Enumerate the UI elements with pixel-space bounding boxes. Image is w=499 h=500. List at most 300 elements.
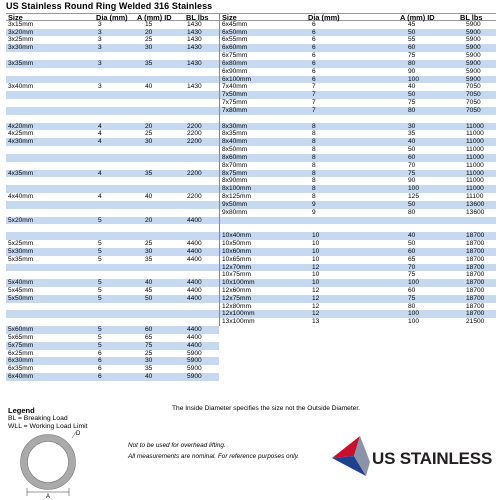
table-row bbox=[6, 271, 219, 279]
table-row bbox=[220, 295, 496, 303]
cell-id: 15 bbox=[145, 20, 153, 28]
cell-id: 65 bbox=[408, 255, 416, 263]
table-row bbox=[220, 209, 496, 217]
cell-dia: 10 bbox=[312, 255, 320, 263]
cell-size: 13x100mm bbox=[222, 318, 255, 326]
cell-bl: 18700 bbox=[466, 279, 485, 287]
cell-size: 3x40mm bbox=[8, 83, 34, 91]
cell-dia: 8 bbox=[312, 177, 316, 185]
cell-id: 90 bbox=[408, 67, 416, 75]
header-dia: Dia (mm) bbox=[308, 13, 340, 22]
cell-dia: 12 bbox=[312, 286, 320, 294]
cell-size: 12x60mm bbox=[222, 286, 251, 294]
table-row bbox=[6, 248, 219, 256]
cell-size: 4x20mm bbox=[8, 122, 34, 130]
cell-id: 100 bbox=[408, 310, 420, 318]
table-row bbox=[6, 342, 219, 350]
table-row bbox=[220, 162, 496, 170]
cell-id: 20 bbox=[145, 28, 153, 36]
table-row bbox=[6, 279, 219, 287]
cell-size: 6x55mm bbox=[222, 36, 248, 44]
table-row bbox=[6, 201, 219, 209]
table-row bbox=[6, 123, 219, 131]
table-row bbox=[6, 177, 219, 185]
cell-dia: 8 bbox=[312, 161, 316, 169]
cell-size: 8x60mm bbox=[222, 153, 248, 161]
cell-id: 45 bbox=[408, 20, 416, 28]
cell-size: 6x50mm bbox=[222, 28, 248, 36]
cell-size: 3x35mm bbox=[8, 59, 34, 67]
table-row bbox=[6, 295, 219, 303]
cell-bl: 4400 bbox=[187, 240, 202, 248]
cell-dia: 6 bbox=[312, 59, 316, 67]
cell-size: 6x100mm bbox=[222, 75, 251, 83]
cell-size: 8x100mm bbox=[222, 185, 251, 193]
cell-bl: 18700 bbox=[466, 263, 485, 271]
table-row bbox=[6, 365, 219, 373]
cell-bl: 4400 bbox=[187, 341, 202, 349]
cell-size: 5x35mm bbox=[8, 255, 34, 263]
cell-size: 10x75mm bbox=[222, 271, 251, 279]
cell-size: 7x80mm bbox=[222, 106, 248, 114]
cell-bl: 18700 bbox=[466, 294, 485, 302]
cell-id: 35 bbox=[145, 365, 153, 373]
cell-bl: 18700 bbox=[466, 286, 485, 294]
header-bl: BL lbs bbox=[186, 13, 209, 22]
table-row bbox=[220, 248, 496, 256]
cell-bl: 2200 bbox=[187, 122, 202, 130]
cell-id: 25 bbox=[145, 36, 153, 44]
table-row bbox=[220, 318, 496, 326]
cell-id: 40 bbox=[145, 193, 153, 201]
cell-size: 4x25mm bbox=[8, 130, 34, 138]
cell-dia: 3 bbox=[98, 83, 102, 91]
table-row bbox=[6, 138, 219, 146]
cell-dia: 10 bbox=[312, 240, 320, 248]
cell-id: 100 bbox=[408, 75, 420, 83]
cell-id: 40 bbox=[145, 373, 153, 381]
cell-id: 30 bbox=[408, 122, 416, 130]
table-row bbox=[6, 91, 219, 99]
table-row bbox=[220, 115, 496, 123]
cell-size: 5x40mm bbox=[8, 279, 34, 287]
cell-dia: 5 bbox=[98, 216, 102, 224]
table-row bbox=[6, 154, 219, 162]
table-row bbox=[6, 29, 219, 37]
cell-bl: 11000 bbox=[466, 153, 484, 161]
cell-size: 5x45mm bbox=[8, 286, 34, 294]
cell-dia: 9 bbox=[312, 208, 316, 216]
cell-id: 50 bbox=[145, 294, 153, 302]
cell-id: 35 bbox=[408, 130, 416, 138]
cell-id: 40 bbox=[408, 83, 416, 91]
cell-size: 5x25mm bbox=[8, 240, 34, 248]
table-row bbox=[6, 99, 219, 107]
table-row bbox=[6, 115, 219, 123]
cell-dia: 8 bbox=[312, 193, 316, 201]
cell-size: 8x40mm bbox=[222, 138, 248, 146]
cell-bl: 7050 bbox=[466, 99, 481, 107]
cell-dia: 7 bbox=[312, 83, 316, 91]
cell-id: 90 bbox=[408, 177, 416, 185]
cell-id: 30 bbox=[145, 44, 153, 52]
table-row bbox=[6, 130, 219, 138]
table-row bbox=[220, 279, 496, 287]
cell-bl: 13600 bbox=[466, 200, 485, 208]
cell-size: 4x35mm bbox=[8, 169, 34, 177]
cell-size: 6x75mm bbox=[222, 52, 248, 60]
cell-dia: 4 bbox=[98, 122, 102, 130]
cell-id: 30 bbox=[145, 357, 153, 365]
cell-bl: 11000 bbox=[466, 138, 484, 146]
table-row bbox=[6, 185, 219, 193]
cell-size: 10x65mm bbox=[222, 255, 251, 263]
cell-id: 35 bbox=[145, 59, 153, 67]
cell-bl: 11000 bbox=[466, 177, 484, 185]
cell-id: 25 bbox=[145, 240, 153, 248]
header-dia: Dia (mm) bbox=[96, 13, 128, 22]
table-row bbox=[6, 373, 219, 381]
table-row bbox=[220, 232, 496, 240]
cell-size: 10x50mm bbox=[222, 240, 251, 248]
cell-dia: 6 bbox=[312, 52, 316, 60]
cell-size: 6x30mm bbox=[8, 357, 34, 365]
cell-id: 45 bbox=[145, 286, 153, 294]
cell-dia: 6 bbox=[98, 365, 102, 373]
cell-bl: 11000 bbox=[466, 122, 484, 130]
ring-table-right bbox=[219, 13, 496, 326]
cell-size: 9x80mm bbox=[222, 208, 248, 216]
cell-dia: 6 bbox=[312, 44, 316, 52]
cell-bl: 18700 bbox=[466, 232, 485, 240]
cell-bl: 11000 bbox=[466, 161, 484, 169]
cell-bl: 5900 bbox=[187, 357, 202, 365]
cell-size: 6x35mm bbox=[8, 365, 34, 373]
cell-size: 10x60mm bbox=[222, 247, 251, 255]
cell-id: 40 bbox=[145, 83, 153, 91]
table-row bbox=[220, 303, 496, 311]
cell-id: 50 bbox=[408, 28, 416, 36]
cell-dia: 4 bbox=[98, 193, 102, 201]
cell-bl: 7050 bbox=[466, 106, 481, 114]
cell-bl: 11000 bbox=[466, 146, 484, 154]
table-row bbox=[220, 217, 496, 225]
cell-size: 7x40mm bbox=[222, 83, 248, 91]
cell-dia: 8 bbox=[312, 146, 316, 154]
table-row bbox=[6, 107, 219, 115]
ring-outer-icon bbox=[24, 438, 72, 486]
cell-size: 4x40mm bbox=[8, 193, 34, 201]
cell-id: 35 bbox=[145, 255, 153, 263]
cell-size: 5x65mm bbox=[8, 333, 34, 341]
table-row bbox=[6, 44, 219, 52]
cell-id: 100 bbox=[408, 185, 420, 193]
table-row bbox=[6, 264, 219, 272]
cell-size: 8x90mm bbox=[222, 177, 248, 185]
table-row bbox=[220, 29, 496, 37]
cell-bl: 4400 bbox=[187, 255, 202, 263]
warning-nominal: All measurements are nominal. For reference purposes only. bbox=[128, 453, 300, 460]
cell-dia: 10 bbox=[312, 247, 320, 255]
cell-size: 12x75mm bbox=[222, 294, 251, 302]
cell-id: 65 bbox=[145, 333, 153, 341]
cell-dia: 5 bbox=[98, 294, 102, 302]
cell-dia: 6 bbox=[312, 67, 316, 75]
cell-dia: 3 bbox=[98, 20, 102, 28]
cell-id: 80 bbox=[408, 106, 416, 114]
cell-dia: 5 bbox=[98, 247, 102, 255]
cell-dia: 4 bbox=[98, 138, 102, 146]
cell-id: 80 bbox=[408, 302, 416, 310]
cell-id: 75 bbox=[145, 341, 153, 349]
table-row bbox=[220, 123, 496, 131]
cell-size: 6x90mm bbox=[222, 67, 248, 75]
table-row bbox=[6, 224, 219, 232]
cell-dia: 5 bbox=[98, 341, 102, 349]
table-row bbox=[6, 193, 219, 201]
cell-size: 5x60mm bbox=[8, 326, 34, 334]
cell-dia: 6 bbox=[98, 357, 102, 365]
cell-dia: 5 bbox=[98, 240, 102, 248]
cell-dia: 10 bbox=[312, 279, 320, 287]
cell-size: 6x25mm bbox=[8, 349, 34, 357]
cell-id: 75 bbox=[408, 169, 416, 177]
table-row bbox=[220, 60, 496, 68]
cell-bl: 11000 bbox=[466, 169, 484, 177]
cell-id: 55 bbox=[408, 36, 416, 44]
cell-dia: 6 bbox=[98, 373, 102, 381]
cell-bl: 11000 bbox=[466, 185, 484, 193]
cell-bl: 4400 bbox=[187, 216, 202, 224]
cell-size: 7x75mm bbox=[222, 99, 248, 107]
table-row bbox=[220, 138, 496, 146]
table-row bbox=[6, 287, 219, 295]
cell-bl: 5900 bbox=[466, 36, 481, 44]
cell-size: 8x50mm bbox=[222, 146, 248, 154]
cell-dia: 3 bbox=[98, 28, 102, 36]
table-row bbox=[6, 256, 219, 264]
table-row bbox=[6, 232, 219, 240]
cell-dia: 5 bbox=[98, 326, 102, 334]
cell-bl: 5900 bbox=[466, 44, 481, 52]
cell-id: 100 bbox=[408, 279, 420, 287]
cell-id: 75 bbox=[408, 99, 416, 107]
cell-bl: 7050 bbox=[466, 83, 481, 91]
table-row bbox=[220, 185, 496, 193]
table-row bbox=[220, 107, 496, 115]
cell-id: 75 bbox=[408, 294, 416, 302]
cell-id: 80 bbox=[408, 59, 416, 67]
cell-id: 35 bbox=[145, 169, 153, 177]
diagram-label-a: A bbox=[46, 494, 51, 498]
cell-bl: 5900 bbox=[466, 67, 481, 75]
cell-dia: 12 bbox=[312, 310, 320, 318]
cell-bl: 2200 bbox=[187, 169, 202, 177]
cell-bl: 4400 bbox=[187, 294, 202, 302]
table-row bbox=[6, 146, 219, 154]
cell-bl: 18700 bbox=[466, 240, 485, 248]
cell-dia: 8 bbox=[312, 169, 316, 177]
cell-dia: 6 bbox=[98, 349, 102, 357]
cell-bl: 4400 bbox=[187, 326, 202, 334]
cell-bl: 1430 bbox=[187, 59, 202, 67]
cell-bl: 1430 bbox=[187, 28, 202, 36]
cell-bl: 18700 bbox=[466, 310, 485, 318]
cell-dia: 8 bbox=[312, 122, 316, 130]
cell-size: 8x30mm bbox=[222, 122, 248, 130]
cell-bl: 13600 bbox=[466, 208, 485, 216]
cell-id: 75 bbox=[408, 271, 416, 279]
cell-dia: 9 bbox=[312, 200, 316, 208]
table-row bbox=[6, 68, 219, 76]
table-row bbox=[220, 170, 496, 178]
cell-bl: 5900 bbox=[466, 52, 481, 60]
legend-title: Legend bbox=[8, 406, 35, 415]
table-row bbox=[220, 154, 496, 162]
table-row bbox=[220, 177, 496, 185]
table-row bbox=[220, 91, 496, 99]
cell-dia: 12 bbox=[312, 263, 320, 271]
table-row bbox=[6, 310, 219, 318]
cell-dia: 10 bbox=[312, 232, 320, 240]
inside-diameter-note: The Inside Diameter specifies the size not the Outside Diameter. bbox=[172, 405, 361, 412]
cell-dia: 8 bbox=[312, 185, 316, 193]
cell-bl: 5900 bbox=[466, 59, 481, 67]
cell-dia: 8 bbox=[312, 153, 316, 161]
cell-bl: 5900 bbox=[187, 349, 202, 357]
cell-dia: 8 bbox=[312, 130, 316, 138]
cell-size: 10x40mm bbox=[222, 232, 251, 240]
table-row bbox=[6, 60, 219, 68]
table-row bbox=[220, 240, 496, 248]
table-row bbox=[6, 52, 219, 60]
table-row bbox=[6, 217, 219, 225]
cell-bl: 11100 bbox=[466, 193, 484, 201]
table-row bbox=[220, 36, 496, 44]
cell-id: 30 bbox=[145, 138, 153, 146]
cell-bl: 4400 bbox=[187, 333, 202, 341]
cell-bl: 4400 bbox=[187, 247, 202, 255]
cell-id: 20 bbox=[145, 122, 153, 130]
cell-dia: 6 bbox=[312, 20, 316, 28]
cell-size: 10x100mm bbox=[222, 279, 255, 287]
cell-dia: 6 bbox=[312, 36, 316, 44]
cell-bl: 5900 bbox=[466, 28, 481, 36]
cell-bl: 7050 bbox=[466, 91, 481, 99]
ring-diagram bbox=[8, 430, 93, 498]
cell-bl: 1430 bbox=[187, 44, 202, 52]
table-row bbox=[6, 303, 219, 311]
cell-size: 3x15mm bbox=[8, 20, 34, 28]
cell-id: 75 bbox=[408, 52, 416, 60]
cell-dia: 10 bbox=[312, 271, 320, 279]
cell-id: 60 bbox=[408, 286, 416, 294]
cell-id: 60 bbox=[408, 153, 416, 161]
diagram-label-d: D bbox=[76, 431, 81, 437]
table-row bbox=[220, 193, 496, 201]
legend bbox=[8, 407, 88, 431]
cell-id: 25 bbox=[145, 130, 153, 138]
cell-bl: 21500 bbox=[466, 318, 485, 326]
cell-dia: 5 bbox=[98, 279, 102, 287]
cell-dia: 3 bbox=[98, 44, 102, 52]
cell-dia: 3 bbox=[98, 36, 102, 44]
table-row bbox=[6, 334, 219, 342]
cell-size: 6x80mm bbox=[222, 59, 248, 67]
cell-bl: 5900 bbox=[187, 365, 202, 373]
header-size: Size bbox=[222, 13, 237, 22]
cell-dia: 12 bbox=[312, 294, 320, 302]
table-row bbox=[220, 310, 496, 318]
cell-bl: 18700 bbox=[466, 271, 485, 279]
table-row bbox=[6, 350, 219, 358]
header-size: Size bbox=[8, 13, 23, 22]
cell-size: 8x125mm bbox=[222, 193, 251, 201]
header-id: A (mm) ID bbox=[137, 13, 172, 22]
cell-dia: 7 bbox=[312, 91, 316, 99]
cell-bl: 18700 bbox=[466, 247, 485, 255]
cell-size: 3x30mm bbox=[8, 44, 34, 52]
ring-table-left bbox=[6, 13, 219, 381]
cell-id: 70 bbox=[408, 263, 416, 271]
cell-size: 4x30mm bbox=[8, 138, 34, 146]
table-row bbox=[6, 170, 219, 178]
table-row bbox=[220, 287, 496, 295]
cell-dia: 7 bbox=[312, 106, 316, 114]
cell-bl: 18700 bbox=[466, 255, 485, 263]
logo-text: US STAINLESS bbox=[372, 449, 493, 468]
cell-size: 6x45mm bbox=[222, 20, 248, 28]
table-row bbox=[6, 162, 219, 170]
cell-dia: 7 bbox=[312, 99, 316, 107]
cell-dia: 3 bbox=[98, 59, 102, 67]
cell-size: 3x25mm bbox=[8, 36, 34, 44]
cell-id: 20 bbox=[145, 216, 153, 224]
cell-size: 6x40mm bbox=[8, 373, 34, 381]
cell-dia: 5 bbox=[98, 286, 102, 294]
legend-bl: BL = Breaking Load bbox=[8, 415, 68, 422]
cell-id: 50 bbox=[408, 146, 416, 154]
cell-dia: 13 bbox=[312, 318, 320, 326]
cell-id: 80 bbox=[408, 208, 416, 216]
table-row bbox=[6, 318, 219, 326]
cell-bl: 18700 bbox=[466, 302, 485, 310]
table-row bbox=[6, 357, 219, 365]
cell-id: 50 bbox=[408, 91, 416, 99]
cell-id: 70 bbox=[408, 161, 416, 169]
cell-id: 50 bbox=[408, 240, 416, 248]
table-row bbox=[6, 21, 219, 29]
cell-dia: 6 bbox=[312, 28, 316, 36]
table-row bbox=[220, 146, 496, 154]
cell-size: 5x75mm bbox=[8, 341, 34, 349]
cell-size: 8x70mm bbox=[222, 161, 248, 169]
cell-bl: 4400 bbox=[187, 286, 202, 294]
cell-id: 60 bbox=[408, 44, 416, 52]
table-row bbox=[220, 83, 496, 91]
cell-bl: 2200 bbox=[187, 130, 202, 138]
cell-id: 25 bbox=[145, 349, 153, 357]
table-header bbox=[220, 13, 496, 21]
cell-bl: 1430 bbox=[187, 36, 202, 44]
table-row bbox=[220, 99, 496, 107]
cell-size: 6x60mm bbox=[222, 44, 248, 52]
cell-bl: 1430 bbox=[187, 20, 202, 28]
cell-id: 50 bbox=[408, 200, 416, 208]
table-row bbox=[220, 130, 496, 138]
page-title: US Stainless Round Ring Welded 316 Stainless bbox=[6, 1, 213, 11]
cell-dia: 6 bbox=[312, 75, 316, 83]
